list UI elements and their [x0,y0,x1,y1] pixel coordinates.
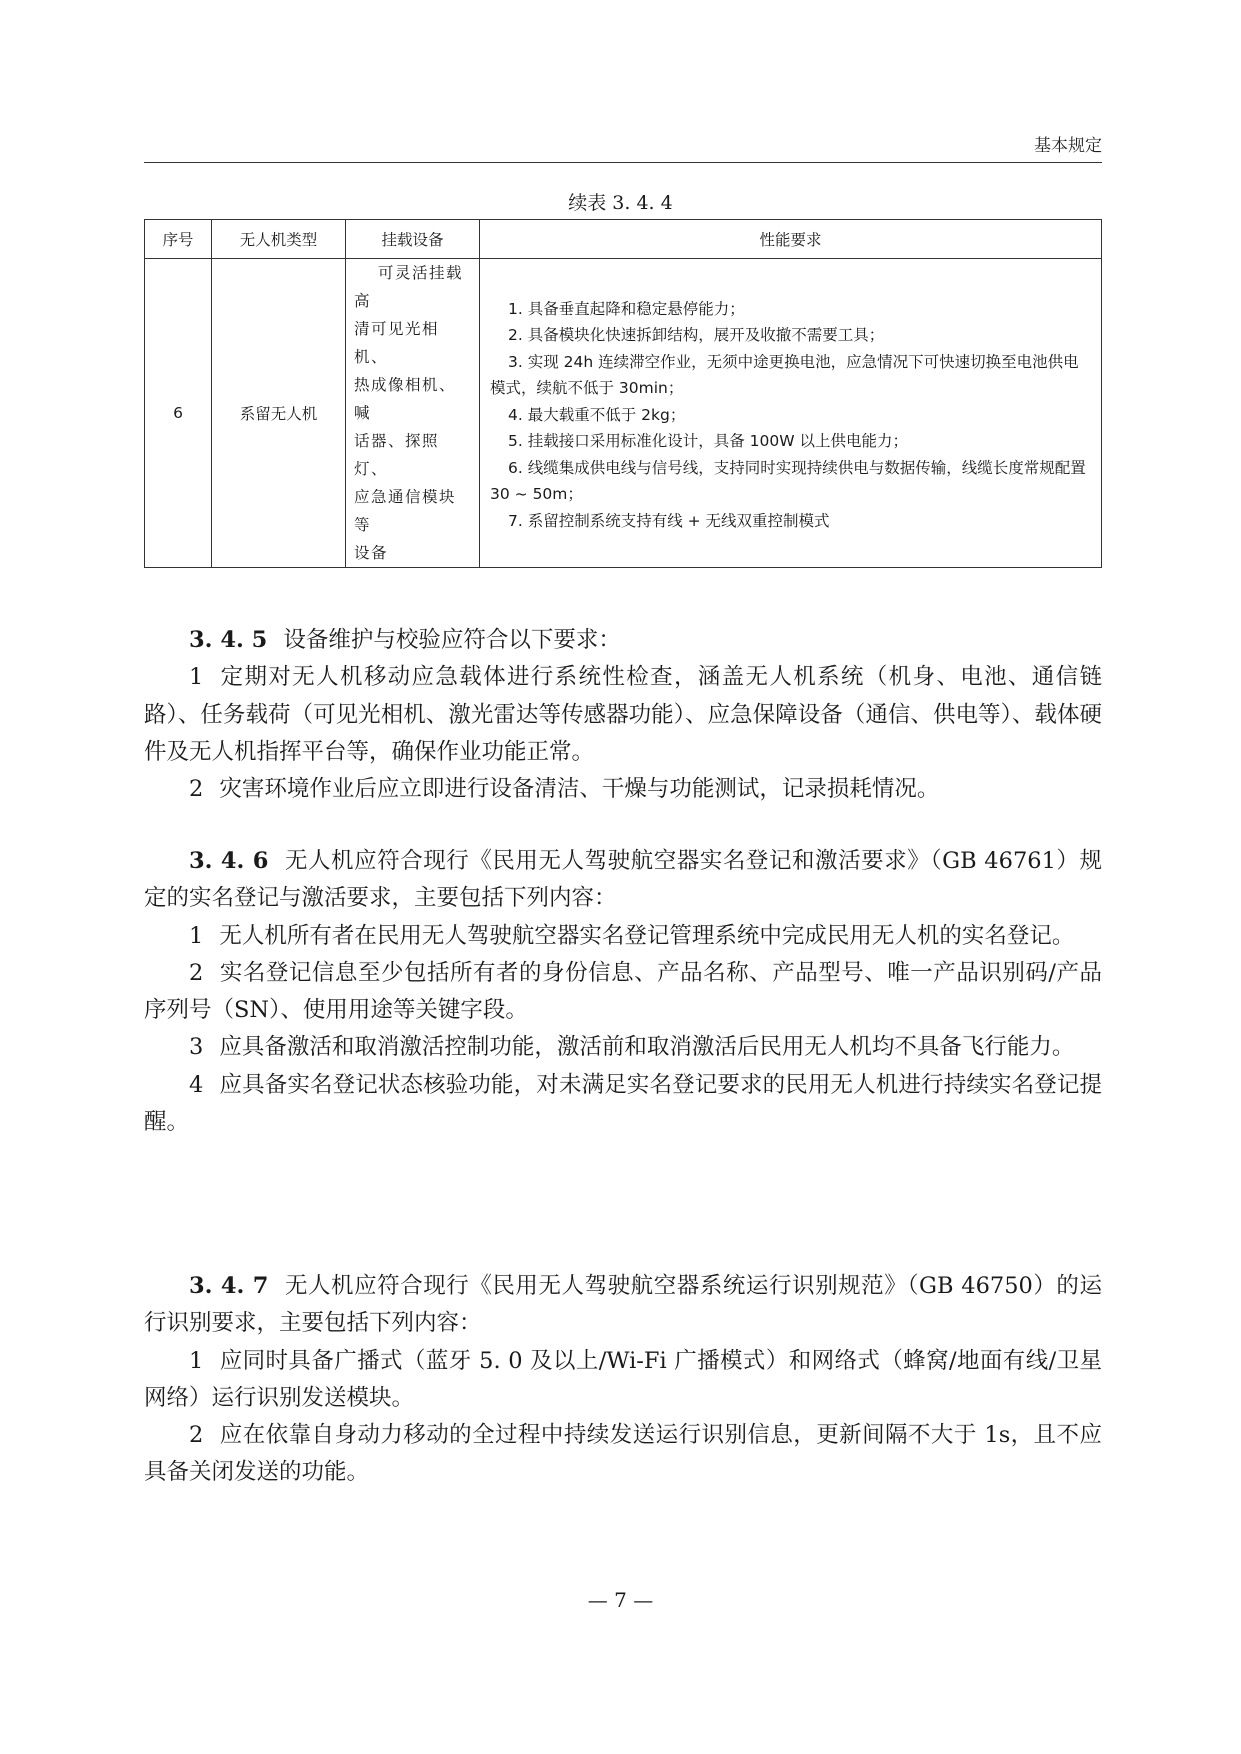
clause-text: 无人机应符合现行《民用无人驾驶航空器实名登记和激活要求》（GB 46761）规定的实名登记与激活要求，主要包括下列内容： [144,848,1102,912]
table-header-row [145,220,1102,259]
item-text: 灾害环境作业后应立即进行设备清洁、干燥与功能测试，记录损耗情况。 [219,776,940,803]
requirement-item: 3. 实现 24h 连续滞空作业，无须中途更换电池，应急情况下可快速切换至电池供电模式，续航不低于 30min； [490,352,1079,398]
mount-line: 清可见光相机、 [354,320,440,366]
item-number: 2 [189,959,204,986]
header-mount: 挂载设备 [346,220,480,259]
item-text: 无人机所有者在民用无人驾驶航空器实名登记管理系统中完成民用无人机的实名登记。 [219,922,1075,949]
cell-no: 6 [145,259,212,568]
clause-text: 设备维护与校验应符合以下要求： [283,627,621,653]
section-title: 基本规定 [1034,136,1102,156]
item-text: 实名登记信息至少包括所有者的身份信息、产品名称、产品型号、唯一产品识别码/产品序列号（SN）、使用用途等关键字段。 [144,959,1102,1024]
clause-number: 3. 4. 6 [189,848,269,874]
clause-text: 无人机应符合现行《民用无人驾驶航空器系统运行识别规范》（GB 46750）的运行识别要求，主要包括下列内容： [144,1273,1102,1337]
requirement-item: 1. 具备垂直起降和稳定悬停能力； [508,299,745,318]
clause-3-4-6 [144,843,1102,1141]
item-text: 应具备实名登记状态核验功能，对未满足实名登记要求的民用无人机进行持续实名登记提醒。 [144,1071,1102,1136]
item-number: 2 [189,776,204,803]
item-number: 3 [189,1034,204,1061]
item-number: 1 [189,1347,204,1374]
mount-line: 设备 [354,544,389,562]
table-row [145,259,1102,568]
mount-line: 热成像相机、喊 [354,376,457,422]
cell-type: 系留无人机 [212,259,346,568]
item-number: 1 [189,664,204,691]
header-type: 无人机类型 [212,220,346,259]
item-text: 应具备激活和取消激活控制功能，激活前和取消激活后民用无人机均不具备飞行能力。 [219,1034,1075,1061]
mount-line: 可灵活挂载高 [354,264,464,310]
requirement-item: 5. 挂载接口采用标准化设计，具备 100W 以上供电能力； [508,432,908,451]
requirement-item: 2. 具备模块化快速拆卸结构，展开及收撤不需要工具； [508,326,885,345]
cell-mount [346,259,480,568]
header-requirements: 性能要求 [480,220,1102,259]
cell-requirements [480,259,1102,568]
clause-3-4-5 [144,622,1102,808]
requirement-item: 4. 最大载重不低于 2kg； [508,405,686,424]
requirement-item: 7. 系留控制系统支持有线 + 无线双重控制模式 [508,511,830,530]
mount-line: 应急通信模块等 [354,488,457,534]
clause-number: 3. 4. 7 [189,1273,269,1299]
mount-line: 话器、探照灯、 [354,432,440,478]
page-number: — 7 — [587,1588,654,1612]
table-caption: 续表 3. 4. 4 [568,192,673,214]
item-number: 2 [189,1422,204,1449]
header-rule [144,162,1102,163]
clause-3-4-7 [144,1268,1102,1492]
item-number: 1 [189,922,204,949]
item-text: 定期对无人机移动应急载体进行系统性检查，涵盖无人机系统（机身、电池、通信链路）、任务载荷（可见光相机、激光雷达等传感器功能）、应急保障设备（通信、供电等）、载体硬件及无人机指挥平台等，确保作业功能正常。 [144,664,1102,765]
item-text: 应在依靠自身动力移动的全过程中持续发送运行识别信息，更新间隔不大于 1s，且不应具备关闭发送的功能。 [144,1422,1102,1486]
clause-number: 3. 4. 5 [189,627,268,653]
spec-table [144,219,1102,568]
header-no: 序号 [145,220,212,259]
requirement-item: 6. 线缆集成供电线与信号线，支持同时实现持续供电与数据传输，线缆长度常规配置 30 ~ 50m； [490,458,1086,504]
item-number: 4 [189,1071,204,1098]
item-text: 应同时具备广播式（蓝牙 5. 0 及以上/Wi-Fi 广播模式）和网络式（蜂窝/地面有线/卫星网络）运行识别发送模块。 [144,1347,1102,1411]
